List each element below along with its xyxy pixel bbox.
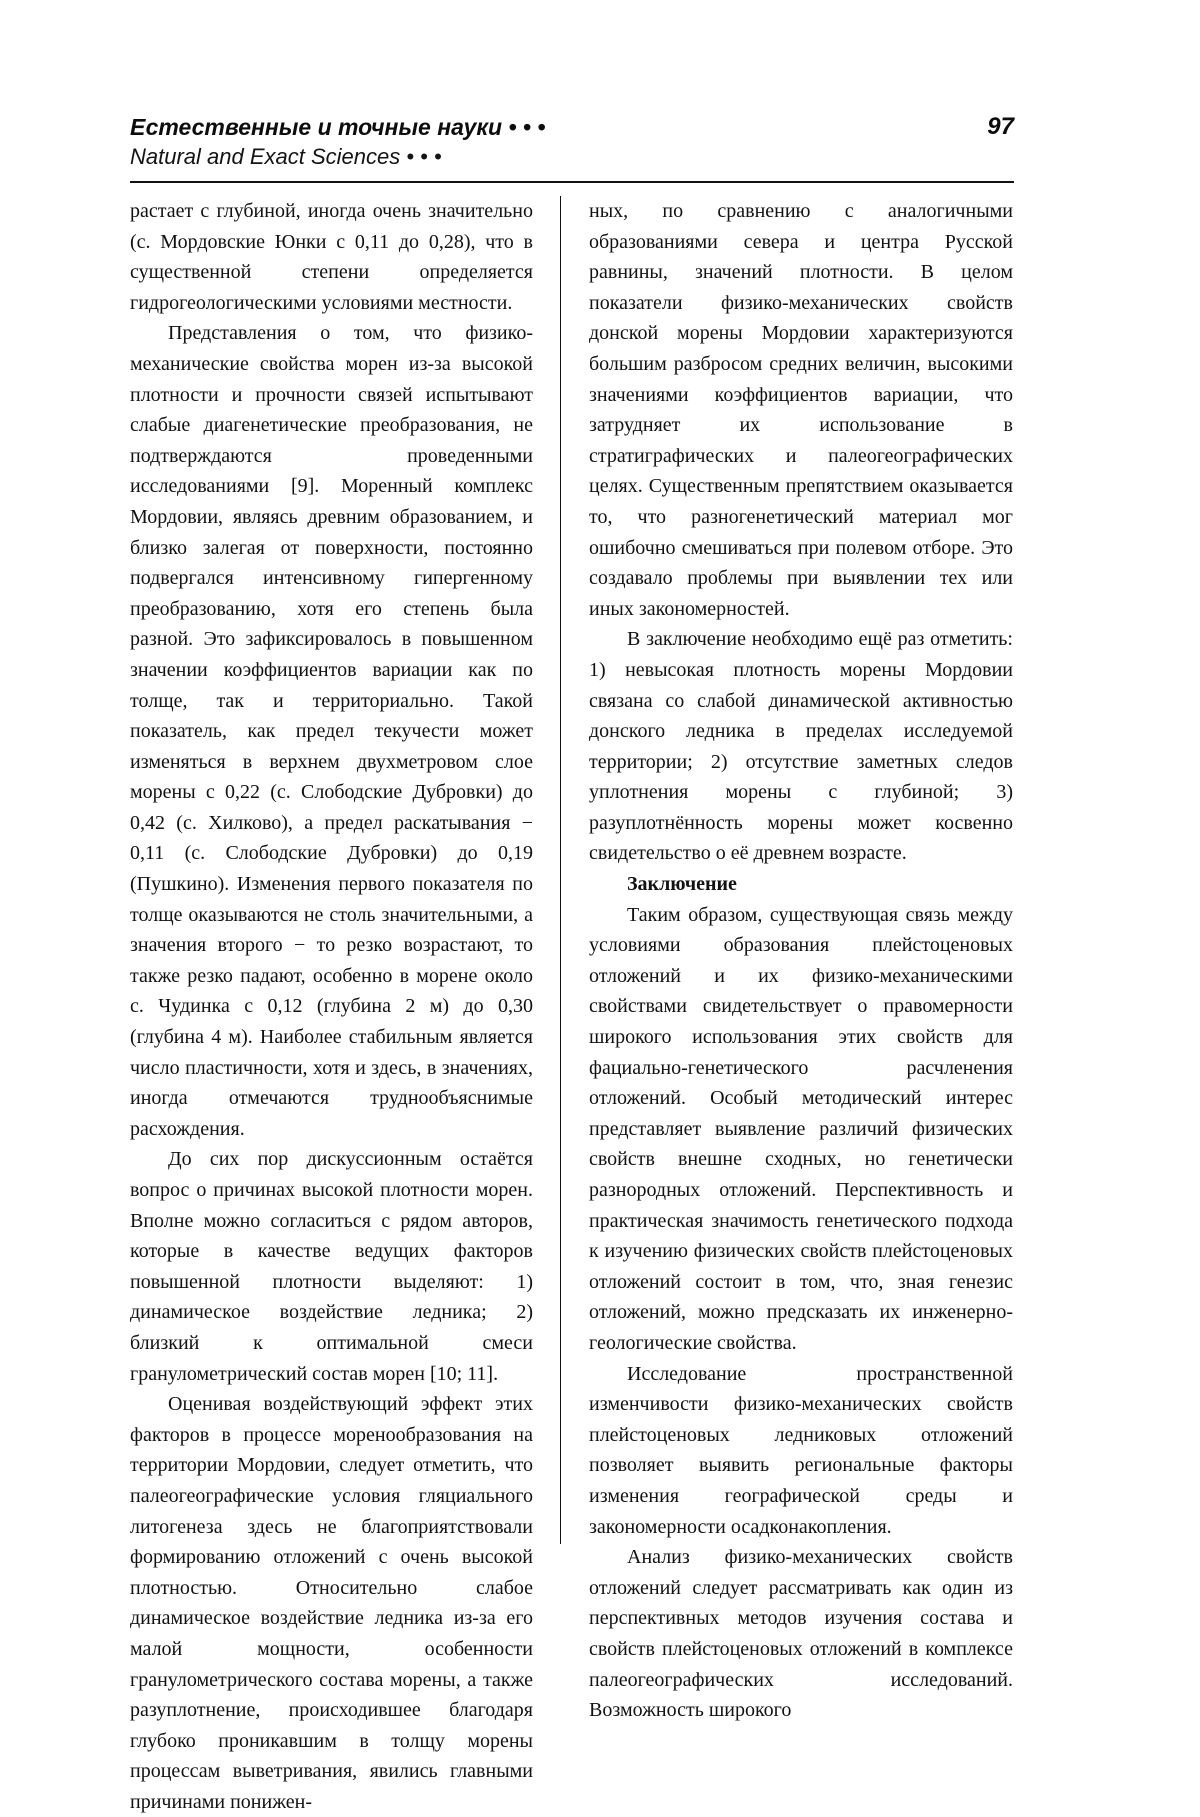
header-divider-line [130,181,1014,183]
conclusion-heading: Заключение [627,873,737,896]
paragraph: Оценивая воздействующий эффект этих факторов в процессе моренообразования на территории Мордовии, следует отметить, что палеогеографические условия гляциального литогенеза здесь не благоприятствовали формированию отложений с очень высокой плотностью. Относительно слабое динамическое воздействие ледника из-за его малой мощности, особенности гранулометрического состава морены, а также разуплотнение, происходившее благодаря глубоко проникавшим в толщу морены процессам выветривания, явились главными причинами понижен- [130,1393,533,1813]
paragraph: Таким образом, существующая связь между условиями образования плейстоценовых отложений и их физико-механическими свойствами свидетельствует о правомерности широкого использования этих свойств для фациально-генетического расчленения отложений. Особый методический интерес представляет выявление различий физических свойств внешне сходных, но генетически разнородных отложений. Перспективность и практическая значимость генетического подхода к изучению физических свойств плейстоценовых отложений состоит в том, что, зная генезис отложений, можно предсказать их инженерно-геологические свойства. [589,903,1013,1354]
column-divider-line [560,196,561,1544]
paragraph: ных, по сравнению с аналогичными образованиями севера и центра Русской равнины, значений плотности. В целом показатели физико-механических свойств донской морены Мордовии характеризуются большим разбросом средних величин, высокими значениями коэффициентов вариации, что затрудняет их использование в стратиграфических и палеогеографических целях. Существенным препятствием оказывается то, что разногенетический материал мог ошибочно смешиваться при полевом отборе. Это создавало проблемы при выявлении тех или иных закономерностей. [589,200,1013,620]
paragraph: До сих пор дискуссионным остаётся вопрос о причинах высокой плотности морен. Вполне можно согласиться с рядом авторов, которые в качестве ведущих факторов повышенной плотности выделяют: 1) динамическое воздействие ледника; 2) близкий к оптимальной смеси гранулометрический состав морен [10; 11]. [130,1148,533,1385]
section-titles [130,112,545,172]
paragraph: растает с глубиной, иногда очень значительно (с. Мордовские Юнки с 0,11 до 0,28), что в существенной степени определяется гидрогеологическими условиями местности. [130,200,533,314]
paragraph: Исследование пространственной изменчивости физико-механических свойств плейстоценовых ледниковых отложений позволяет выявить региональные факторы изменения географической среды и закономерности осадконакопления. [589,1362,1013,1538]
page-number: 97 [987,113,1014,140]
section-title-english: Natural and Exact Sciences • • • [130,144,442,169]
paragraph: Представления о том, что физико-механические свойства морен из-за высокой плотности и прочности связей испытывают слабые диагенетические преобразования, не подтверждаются проведенными исследованиями [9]. Моренный комплекс Мордовии, являясь древним образованием, и близко залегая от поверхности, постоянно подвергался интенсивному гипергенному преобразованию, хотя его степень была разной. Это зафиксировалось в повышенном значении коэффициентов вариации как по толще, так и территориально. Такой показатель, как предел текучести может изменяться в верхнем двухметровом слое морены с 0,22 (с. Слободские Дубровки) до 0,42 (с. Хилково), а предел раскатывания − 0,11 (с. Слободские Дубровки) до 0,19 (Пушкино). Изменения первого показателя по толще оказываются не столь значительными, а значения второго − то резко возрастают, то также резко падают, особенно в морене около с. Чудинка с 0,12 (глубина 2 м) до 0,30 (глубина 4 м). Наиболее стабильным является число пластичности, хотя и здесь, в значениях, иногда отмечаются труднообъяснимые расхождения. [130,322,533,1140]
paragraph: В заключение необходимо ещё раз отметить: 1) невысокая плотность морены Мордовии связана со слабой динамической активностью донского ледника в пределах исследуемой территории; 2) отсутствие заметных следов уплотнения морены с глубиной; 3) разуплотнённость морены может косвенно свидетельство о её древнем возрасте. [589,628,1013,865]
paragraph: Анализ физико-механических свойств отложений следует рассматривать как один из перспективных методов изучения состава и свойств плейстоценовых отложений в комплексе палеогеографических исследований. Возможность широкого [589,1546,1013,1722]
right-column [589,196,1013,1726]
left-column [130,196,533,1817]
page-header [130,112,1014,172]
section-title-russian: Естественные и точные науки • • • [130,114,546,140]
